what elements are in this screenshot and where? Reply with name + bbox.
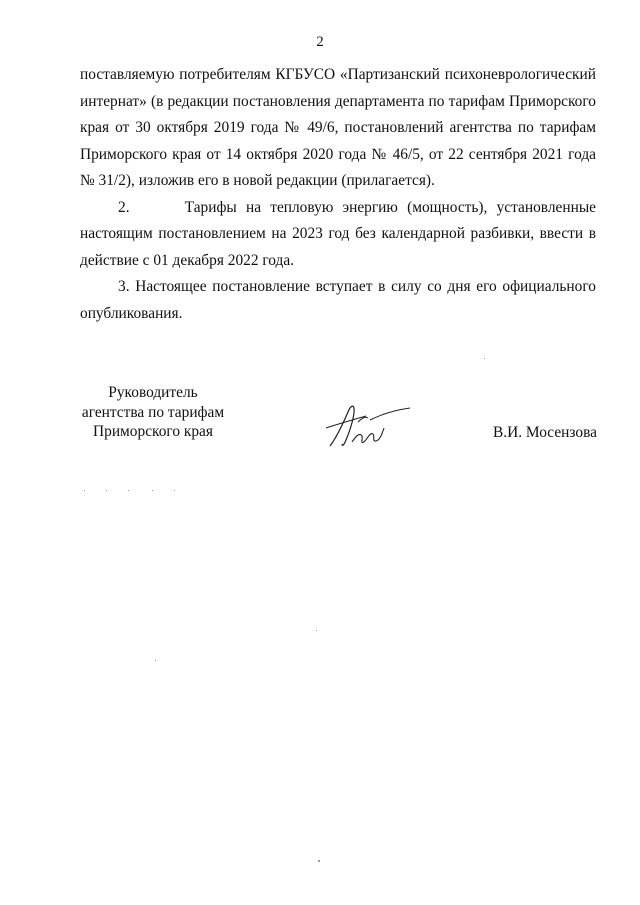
scan-speck	[106, 490, 107, 491]
paragraph-1-continuation: поставляемую потребителям КГБУСО «Партизанский психоневрологический интернат» (в редакции постановления департамента по тарифам Приморского края от 30 октября 2019 года № 49/6, постановлений агентства по тарифам Приморского края от 14 октября 2020 года № 46/5, от 22 сентября 2021 года № 31/2), изложив его в новой редакции (прилагается).	[80, 66, 596, 189]
signatory-position-line-1: Руководитель	[108, 384, 198, 401]
signatory-position	[78, 383, 228, 442]
scan-speck	[484, 358, 485, 359]
signatory-position-line-2: агентства по тарифам	[81, 403, 225, 421]
scan-speck	[318, 860, 320, 862]
page-number: 2	[316, 34, 324, 50]
paragraph-2: 2. Тарифы на тепловую энергию (мощность), установленные настоящим постановлением на 2023 год без календарной разбивки, ввести в действие с 01 декабря 2022 года.	[80, 198, 596, 269]
document-body	[80, 62, 596, 327]
handwritten-signature	[318, 398, 416, 452]
scan-speck	[84, 490, 85, 491]
scan-speck	[155, 660, 156, 661]
scan-speck	[316, 630, 317, 631]
scan-speck	[128, 490, 129, 491]
scan-speck	[174, 490, 175, 491]
scan-speck	[152, 490, 153, 491]
paragraph-3: 3. Настоящее постановление вступает в силу со дня его официального опубликования.	[80, 278, 596, 322]
signer-name: В.И. Мосензова	[493, 424, 597, 441]
signatory-position-line-3: Приморского края	[93, 423, 213, 440]
